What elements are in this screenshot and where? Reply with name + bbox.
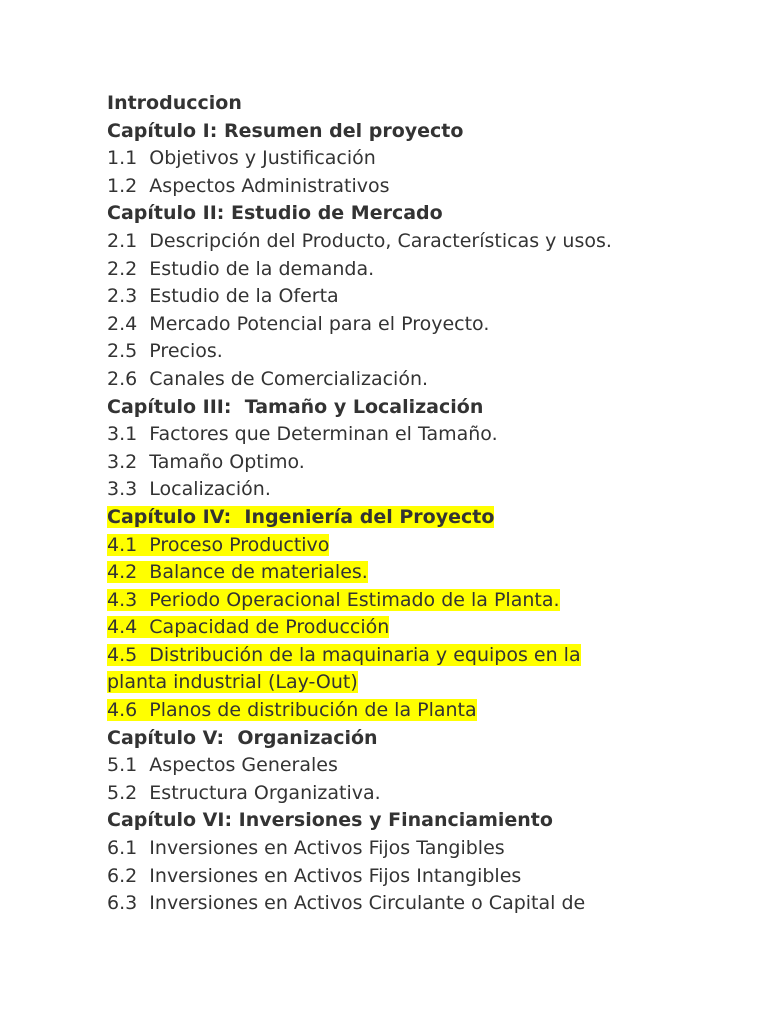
toc-item xyxy=(107,173,667,201)
toc-item xyxy=(107,890,667,918)
toc-item xyxy=(107,614,667,642)
toc-item-text: 1.1 Objetivos y Justificación xyxy=(107,147,376,170)
toc-item xyxy=(107,752,667,780)
toc-item xyxy=(107,449,667,477)
toc-item xyxy=(107,311,667,339)
chapter-heading xyxy=(107,200,667,228)
toc-item xyxy=(107,559,667,587)
toc-item-text: 2.2 Estudio de la demanda. xyxy=(107,257,375,280)
toc-item-text: 5.1 Aspectos Generales xyxy=(107,754,338,777)
toc-item-text: 6.2 Inversiones en Activos Fijos Intangibles xyxy=(107,864,522,887)
toc-item xyxy=(107,228,667,256)
toc-item-text: 2.4 Mercado Potencial para el Proyecto. xyxy=(107,312,490,335)
chapter-heading-text: Capítulo II: Estudio de Mercado xyxy=(107,202,443,225)
toc-item xyxy=(107,421,667,449)
toc-item-text: 4.2 Balance de materiales. xyxy=(107,561,368,584)
toc-item xyxy=(107,283,667,311)
toc-item xyxy=(107,697,667,725)
toc-item-text: 4.4 Capacidad de Producción xyxy=(107,616,390,639)
chapter-heading-text: Capítulo IV: Ingeniería del Proyecto xyxy=(107,505,495,528)
toc-item-text: 6.1 Inversiones en Activos Fijos Tangibles xyxy=(107,837,505,860)
chapter-heading-text: Capítulo I: Resumen del proyecto xyxy=(107,119,464,142)
chapter-heading xyxy=(107,90,667,118)
chapter-heading xyxy=(107,504,667,532)
chapter-heading xyxy=(107,118,667,146)
chapter-heading-text: Capítulo III: Tamaño y Localización xyxy=(107,395,484,418)
chapter-heading-text: Capítulo VI: Inversiones y Financiamiento xyxy=(107,809,553,832)
toc-item xyxy=(107,366,667,394)
toc-item-text: 5.2 Estructura Organizativa. xyxy=(107,781,381,804)
toc-item-text: 3.2 Tamaño Optimo. xyxy=(107,450,305,473)
chapter-heading-text: Capítulo V: Organización xyxy=(107,726,378,749)
toc-item-text: 4.6 Planos de distribución de la Planta xyxy=(107,699,477,722)
toc-item xyxy=(107,532,667,560)
toc-item xyxy=(107,642,667,670)
chapter-heading-text: Introduccion xyxy=(107,92,242,114)
toc-item xyxy=(107,780,667,808)
toc-item-text: 4.5 Distribución de la maquinaria y equipos en la xyxy=(107,643,581,666)
toc-item-text: 4.1 Proceso Productivo xyxy=(107,533,330,556)
toc-item xyxy=(107,476,667,504)
toc-item-text: 2.1 Descripción del Producto, Características y usos. xyxy=(107,229,612,252)
chapter-heading xyxy=(107,394,667,422)
toc-item-text: 1.2 Aspectos Administrativos xyxy=(107,174,390,197)
toc-item-text: 2.3 Estudio de la Oferta xyxy=(107,285,339,308)
toc-item-text: 4.3 Periodo Operacional Estimado de la Planta. xyxy=(107,588,560,611)
toc-item xyxy=(107,256,667,284)
chapter-heading xyxy=(107,725,667,753)
toc-item-text: 2.5 Precios. xyxy=(107,340,223,363)
toc-item xyxy=(107,587,667,615)
chapter-heading xyxy=(107,807,667,835)
table-of-contents xyxy=(107,90,667,918)
toc-item xyxy=(107,835,667,863)
toc-item xyxy=(107,863,667,891)
toc-item xyxy=(107,338,667,366)
toc-item-text: 3.1 Factores que Determinan el Tamaño. xyxy=(107,423,498,446)
toc-item xyxy=(107,669,667,697)
toc-item-text: 2.6 Canales de Comercialización. xyxy=(107,367,429,390)
toc-item xyxy=(107,145,667,173)
toc-item-text: 3.3 Localización. xyxy=(107,478,271,501)
toc-item-text: 6.3 Inversiones en Activos Circulante o Capital de xyxy=(107,892,586,915)
toc-item-text: planta industrial (Lay-Out) xyxy=(107,671,358,694)
